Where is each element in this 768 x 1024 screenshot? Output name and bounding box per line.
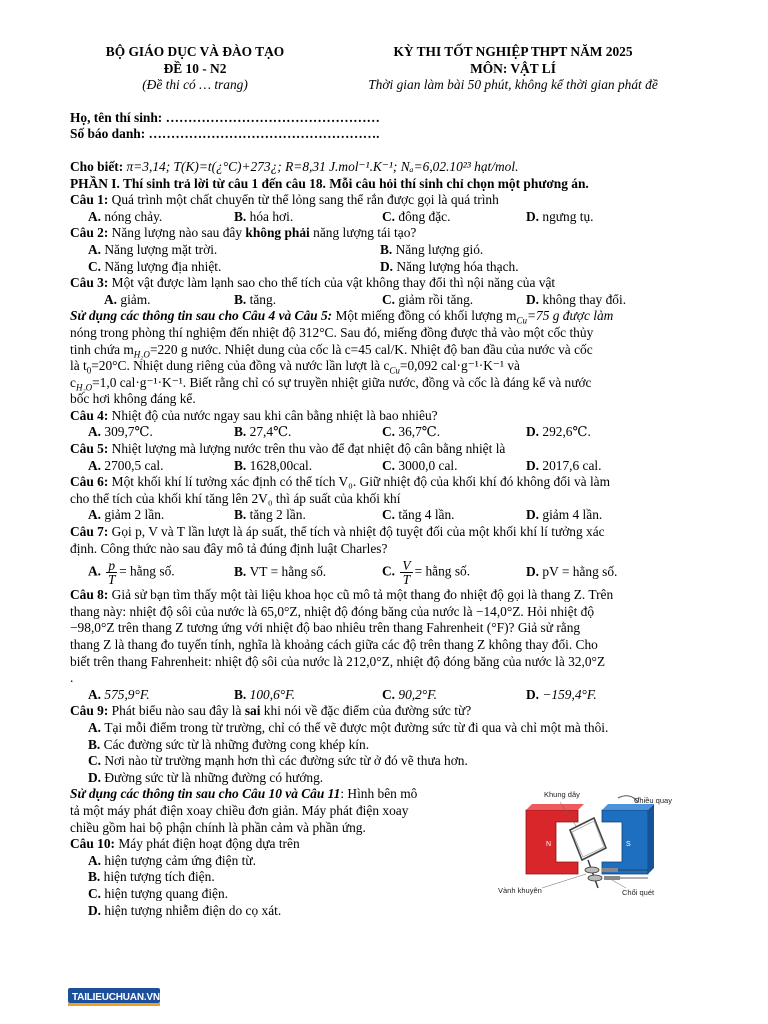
- q9-option-b[interactable]: B. Các đường sức từ là những đường cong khép kín.: [88, 736, 370, 752]
- q1-label: Câu 1:: [70, 192, 109, 208]
- slip-ring-1: [585, 867, 599, 873]
- brush-leader: [612, 880, 626, 888]
- ring-label: Vành khuyên: [498, 886, 542, 896]
- student-info: [70, 110, 698, 143]
- question-1: [70, 192, 698, 209]
- student-name-row: [70, 110, 698, 127]
- question-8: Câu 8: Giả sử bạn tìm thấy một tài liệu khoa học cũ mô tả một thang đo nhiệt độ gọi là thang Z. Trên: [70, 587, 614, 603]
- q8-options: [70, 687, 698, 704]
- brush-2: [604, 876, 620, 880]
- question-9: Câu 9: Phát biểu nào sau đây là sai khi nói về đặc điểm của đường sức từ?: [70, 703, 472, 719]
- north-magnet: [526, 810, 578, 874]
- q8-line3: −98,0°Z trên thang Z tương ứng với nhiệt độ bao nhiêu trên thang Fahrenheit (°F)? Giả sử rằng: [70, 620, 581, 636]
- id-label: Số báo danh:: [70, 126, 149, 142]
- generator-figure: [498, 788, 698, 900]
- q9-option-d[interactable]: D. Đường sức từ là những đường có hướng.: [88, 769, 324, 785]
- constants-label: Cho biết:: [70, 158, 127, 174]
- q7-option-c[interactable]: C. $\frac{V}{T}$ = hằng số.: [382, 557, 471, 587]
- name-label: Họ, tên thí sinh:: [70, 109, 166, 125]
- q3-option-b[interactable]: B. tăng.: [234, 291, 277, 307]
- q5-option-b[interactable]: B. 1628,00cal.: [234, 457, 313, 473]
- q3-option-a[interactable]: A. giảm.: [104, 291, 151, 307]
- q2-options: [70, 242, 698, 275]
- info-q4-q5: Sử dụng các thông tin sau cho Câu 4 và Câu 5: Một miếng đồng có khối lượng $m_{Cu}=75$ g được làm: [70, 308, 614, 326]
- q5-option-d[interactable]: D. 2017,6 cal.: [526, 457, 602, 473]
- q4-options: [70, 424, 698, 441]
- q2-option-c[interactable]: C. Năng lượng địa nhiệt.: [88, 258, 222, 274]
- info45-line5: $c_{H_2O}=1,0$ cal·g⁻¹·K⁻¹. Biết rằng chỉ có sự truyền nhiệt giữa nước, đồng và cốc là đáng kể và nước: [70, 374, 592, 393]
- ministry-name: BỘ GIÁO DỤC VÀ ĐÀO TẠO: [105, 44, 285, 59]
- q8-option-c[interactable]: C. 90,2°F.: [382, 686, 437, 702]
- question-6: Câu 6: Một khối khí lí tưởng xác định có thể tích V₀. Giữ nhiệt độ của khối khí đó không đổi và làm: [70, 474, 611, 490]
- q10-option-d[interactable]: D. hiện tượng nhiễm điện do cọ xát.: [88, 902, 282, 918]
- brush-1: [602, 868, 618, 872]
- q4-option-b[interactable]: B. 27,4℃.: [234, 424, 292, 440]
- info1011-line3: chiều gồm hai bộ phận chính là phần cảm và phần ứng.: [70, 819, 366, 835]
- q1-text: Quá trình một chất chuyển từ thể lỏng sang thể rắn được gọi là quá trình: [108, 192, 499, 208]
- north-magnet-top: [526, 804, 584, 810]
- site-logo: [68, 988, 160, 1006]
- exam-page: [70, 44, 698, 919]
- info45-line2: nóng trong phòng thí nghiệm đến nhiệt độ 312°C. Sau đó, miếng đồng được thả vào một cốc thủy: [70, 324, 594, 340]
- q10-option-a[interactable]: A. hiện tượng cảm ứng điện từ.: [88, 852, 256, 868]
- question-10: Câu 10: Máy phát điện hoạt động dựa trên: [70, 836, 300, 852]
- q2-option-d[interactable]: D. Năng lượng hóa thạch.: [380, 258, 519, 274]
- q8-option-b[interactable]: B. 100,6°F.: [234, 686, 295, 702]
- constants-text: π=3,14; T(K)=t(¿°C)+273¿; R=8,31 J.mol⁻¹.K⁻¹; Nₐ=6,02.10²³ hạt/mol.: [126, 158, 519, 174]
- q6-option-d[interactable]: D. giảm 4 lần.: [526, 507, 603, 523]
- south-magnet-side: [648, 804, 654, 874]
- slip-ring-2: [588, 875, 602, 881]
- q8-line6: .: [70, 670, 74, 686]
- q2-option-b[interactable]: B. Năng lượng gió.: [380, 241, 484, 257]
- north-label: N: [546, 841, 552, 849]
- q5-options: [70, 458, 698, 475]
- question-4: Câu 4: Nhiệt độ của nước ngay sau khi cân bằng nhiệt là bao nhiêu?: [70, 407, 438, 423]
- q6-line2: cho thể tích của khối khí tăng lên 2V₀ thì áp suất của khối khí: [70, 490, 401, 506]
- question-2: Câu 2: Năng lượng nào sau đây không phải năng lượng tái tạo?: [70, 225, 417, 241]
- q4-option-d[interactable]: D. 292,6℃.: [526, 424, 591, 440]
- time-note: Thời gian làm bài 50 phút, không kể thời gian phát đề: [368, 77, 658, 93]
- logo-text: TAILIEUCHUAN.VN: [72, 992, 160, 1003]
- q7-option-b[interactable]: B. VT = hằng số.: [234, 563, 327, 579]
- q1-option-b[interactable]: B. hóa hơi.: [234, 208, 294, 224]
- info-q10-q11: Sử dụng các thông tin sau cho Câu 10 và Câu 11: Hình bên mô: [70, 786, 418, 802]
- exam-header: [70, 44, 698, 94]
- q7-option-d[interactable]: D. pV = hằng số.: [526, 563, 618, 579]
- question-5: Câu 5: Nhiệt lượng mà lượng nước trên thu vào để đạt nhiệt độ cân bằng nhiệt là: [70, 441, 506, 457]
- q6-option-a[interactable]: A. giảm 2 lần.: [88, 507, 165, 523]
- q1-option-a[interactable]: A. nóng chảy.: [88, 208, 163, 224]
- south-magnet: [602, 810, 648, 874]
- exam-code: ĐỀ 10 - N2: [163, 60, 227, 76]
- q8-line2: thang này: nhiệt độ sôi của nước là 65,0°Z, nhiệt độ đóng băng của nước là −14,0°Z. Hỏi nhiệt độ: [70, 603, 595, 619]
- header-left: [70, 44, 320, 94]
- question-7: Câu 7: Gọi p, V và T lần lượt là áp suất, thể tích và nhiệt độ tuyệt đối của một khối khí lí tưởng xác: [70, 524, 605, 540]
- q5-option-c[interactable]: C. 3000,0 cal.: [382, 457, 458, 473]
- q3-option-d[interactable]: D. không thay đổi.: [526, 291, 627, 307]
- pages-note: (Đề thi có … trang): [142, 77, 248, 93]
- q3-options: [70, 292, 698, 309]
- q3-option-c[interactable]: C. giảm rồi tăng.: [382, 291, 474, 307]
- q1-options: [70, 209, 698, 226]
- q8-option-d[interactable]: D. −159,4°F.: [526, 686, 597, 702]
- q7-option-a[interactable]: A. $\frac{p}{T}$ = hằng số.: [88, 557, 175, 587]
- q10-section: [70, 786, 698, 919]
- id-dots: …………………………………………….: [148, 126, 380, 142]
- frame-label: Khung dây: [544, 790, 580, 800]
- q9-option-a[interactable]: A. Tại mỗi điểm trong từ trường, chỉ có thể vẽ được một đường sức từ đi qua và chỉ một mà thôi.: [88, 719, 609, 735]
- q10-option-b[interactable]: B. hiện tượng tích điện.: [88, 869, 215, 885]
- q2-option-a[interactable]: A. Năng lượng mặt trời.: [88, 241, 218, 257]
- subject: MÔN: VẬT LÍ: [470, 60, 556, 76]
- q9-option-c[interactable]: C. Nơi nào từ trường mạnh hơn thì các đường sức từ ở đó vẽ thưa hơn.: [88, 753, 468, 769]
- q8-option-a[interactable]: A. 575,9°F.: [88, 686, 150, 702]
- q6-option-c[interactable]: C. tăng 4 lần.: [382, 507, 455, 523]
- info45-line4: là $t_0=20^\circ C$. Nhiệt dung riêng của đồng và nước lần lượt là $c_{Cu}=0,092$ cal·g⁻¹·K⁻¹ và: [70, 358, 520, 376]
- info45-line3: tinh chứa $m_{H_2O}=220$ g nước. Nhiệt dung của cốc là c=45 cal/K. Nhiệt độ ban đầu của nước và cốc: [70, 341, 593, 360]
- q8-line4: thang Z là thang đo tuyến tính, nghĩa là khoảng cách giữa các độ trên thang Z không thay đổi. Cho: [70, 637, 598, 652]
- q10-text-column: [70, 786, 490, 919]
- q6-options: [70, 507, 698, 524]
- q7-options: [70, 557, 698, 587]
- q4-option-c[interactable]: C. 36,7℃.: [382, 424, 441, 440]
- question-3: Câu 3: Một vật được làm lạnh sao cho thể tích của vật không thay đổi thì nội năng của vật: [70, 275, 556, 291]
- q1-option-d[interactable]: D. ngưng tụ.: [526, 208, 594, 224]
- info1011-line2: tả một máy phát điện xoay chiều đơn giản. Máy phát điện xoay: [70, 802, 409, 818]
- constants-line: [70, 159, 698, 176]
- header-right: [328, 44, 698, 94]
- q10-option-c[interactable]: C. hiện tượng quang điện.: [88, 885, 229, 901]
- info45-line6: bốc hơi không đáng kể.: [70, 391, 196, 407]
- south-label: S: [626, 841, 631, 849]
- student-id-row: [70, 126, 698, 143]
- exam-title: KỲ THI TỐT NGHIỆP THPT NĂM 2025: [393, 44, 633, 59]
- brush-label: Chổi quét: [622, 888, 655, 898]
- q4-option-a[interactable]: A. 309,7℃.: [88, 424, 153, 440]
- q8-line5: biết trên thang Fahrenheit: nhiệt độ sôi của nước là 212,0°Z, nhiệt độ đóng băng của nước là 32,0°Z: [70, 653, 606, 669]
- q1-option-c[interactable]: C. đông đặc.: [382, 208, 451, 224]
- part-1-heading: PHẦN I. Thí sinh trả lời từ câu 1 đến câu 18. Mỗi câu hỏi thí sinh chỉ chọn một phương án.: [70, 175, 589, 191]
- q6-option-b[interactable]: B. tăng 2 lần.: [234, 507, 306, 523]
- ring-leader: [542, 874, 586, 888]
- name-dots: …………………………………………: [165, 109, 380, 125]
- q7-line2: định. Công thức nào sau đây mô tả đúng định luật Charles?: [70, 540, 388, 556]
- rotation-label: Chiều quay: [634, 796, 672, 806]
- axle: [588, 860, 598, 888]
- q5-option-a[interactable]: A. 2700,5 cal.: [88, 457, 164, 473]
